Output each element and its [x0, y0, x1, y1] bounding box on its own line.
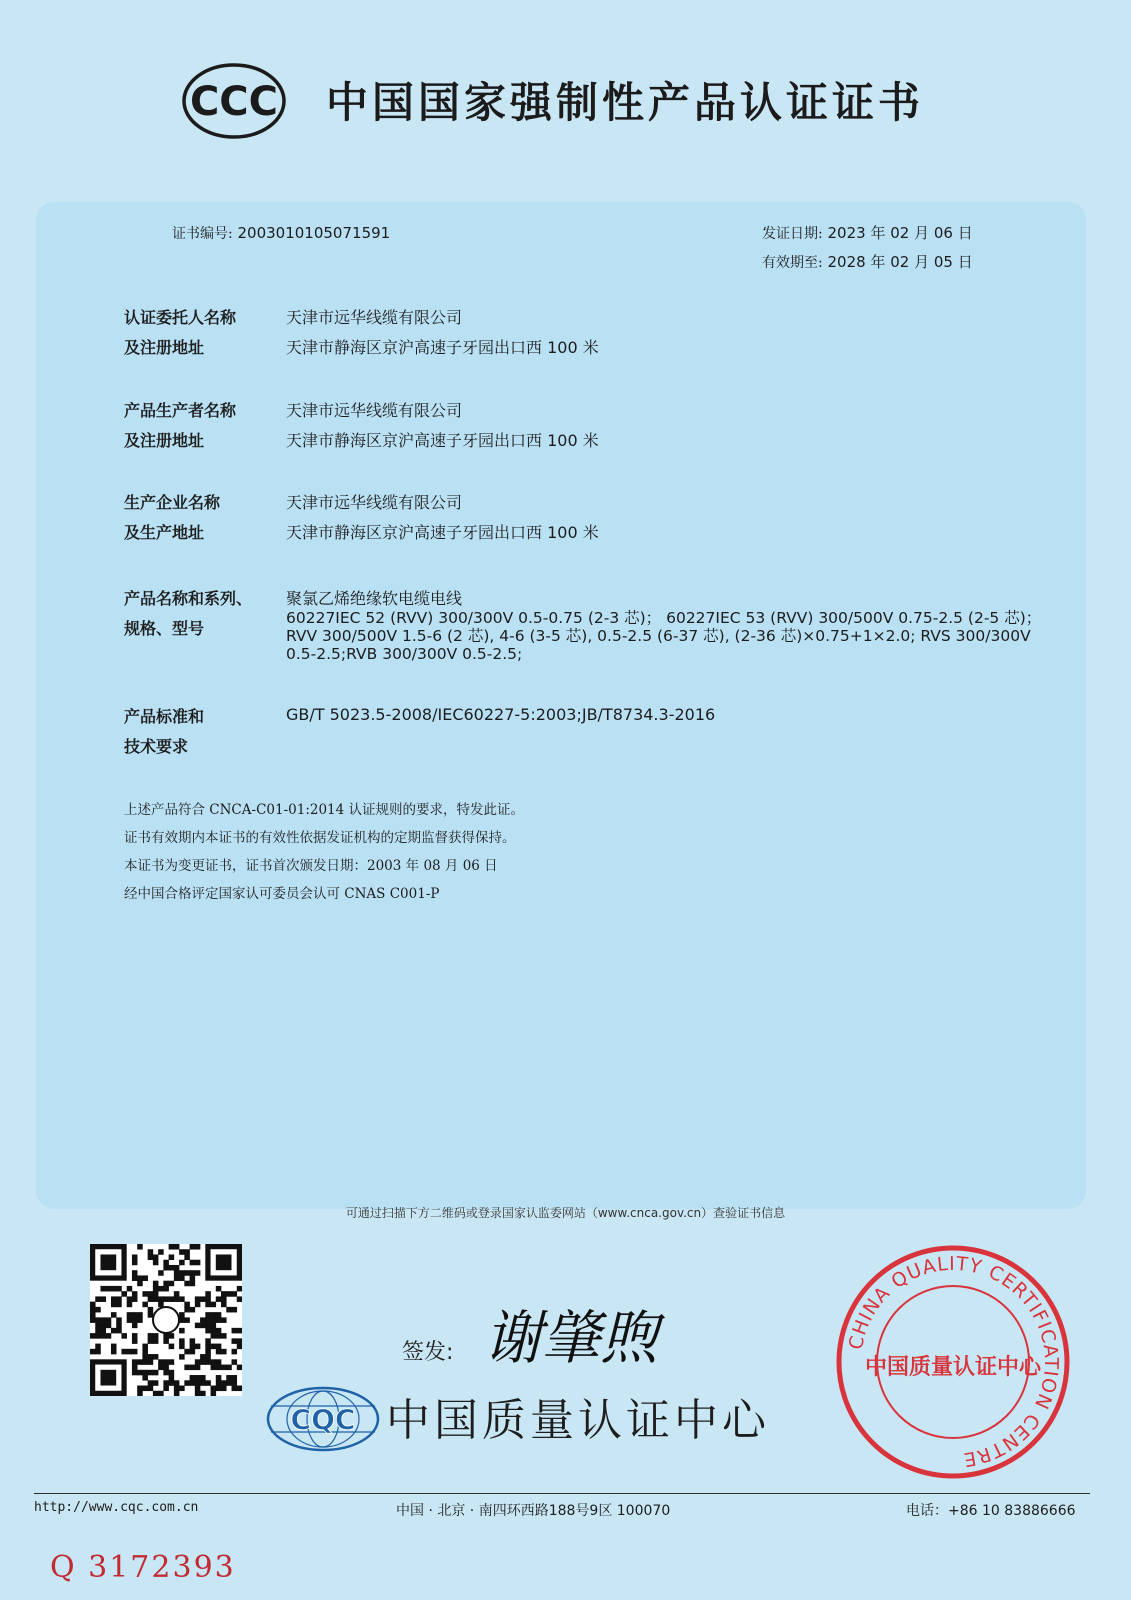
certificate-number-value: 2003010105071591: [237, 224, 391, 242]
product-specifications: 60227IEC 52 (RVV) 300/300V 0.5-0.75 (2-3 芯)； 60227IEC 53 (RVV) 300/500V 0.75-2.5 (2-5 芯)；RVV 300/500V 1.5-6 (2 芯), 4-6 (3-5 芯), 0.5-2.5 (6-37 芯), (2-36 芯)×0.75+1×2.0; RVS 300/300V 0.5-2.5;RVB 300/300V 0.5-2.5;: [286, 609, 1042, 663]
seal-inner-text: 中国质量认证中心: [864, 1354, 1042, 1380]
manufacturer-label: [124, 396, 236, 456]
cqc-logo-text: CQC: [290, 1403, 356, 1436]
note-line: 证书有效期内本证书的有效性依据发证机构的定期监督获得保持。: [124, 830, 516, 846]
manufacturer-address: 天津市静海区京沪高速子牙园出口西 100 米: [286, 431, 599, 450]
applicant-name: 天津市远华线缆有限公司: [286, 308, 463, 327]
standard-value: GB/T 5023.5-2008/IEC60227-5:2003;JB/T8734.3-2016: [286, 705, 716, 724]
applicant-label: [124, 303, 236, 363]
factory-address: 天津市静海区京沪高速子牙园出口西 100 米: [286, 523, 599, 542]
applicant-value: [286, 303, 599, 363]
qr-code[interactable]: [90, 1244, 242, 1396]
product-label-line2: 规格、型号: [124, 619, 205, 638]
footer-phone: 电话：+86 10 83886666: [906, 1503, 1076, 1519]
cqc-logo: [265, 1386, 381, 1452]
standard-label-line1: 产品标准和: [124, 707, 205, 726]
expiry-date-label: 有效期至:: [762, 255, 823, 271]
factory-label-line1: 生产企业名称: [124, 493, 221, 512]
product-name: 聚氯乙烯绝缘软电缆电线: [286, 589, 463, 608]
issue-date-label: 发证日期:: [762, 226, 823, 242]
factory-value: [286, 488, 599, 548]
note-line: 本证书为变更证书，证书首次颁发日期：2003 年 08 月 06 日: [124, 858, 498, 874]
applicant-address: 天津市静海区京沪高速子牙园出口西 100 米: [286, 338, 599, 357]
issue-date: [762, 222, 973, 243]
manufacturer-label-line2: 及注册地址: [124, 431, 205, 450]
factory-name: 天津市远华线缆有限公司: [286, 493, 463, 512]
seal-outer-text: CHINA QUALITY CERTIFICATION CENTRE: [844, 1252, 1063, 1471]
footer-website[interactable]: http://www.cqc.com.cn: [34, 1500, 199, 1515]
product-label: [124, 584, 252, 644]
expiry-date-value: 2028 年 02 月 05 日: [827, 253, 973, 271]
product-label-line1: 产品名称和系列、: [124, 589, 253, 608]
manufacturer-value: [286, 396, 599, 456]
manufacturer-label-line1: 产品生产者名称: [124, 401, 237, 420]
ccc-logo-text: CCC: [189, 79, 279, 125]
factory-label: [124, 488, 220, 548]
standard-label-line2: 技术要求: [124, 737, 189, 756]
certificate-number: [172, 223, 390, 243]
official-seal: [833, 1242, 1073, 1482]
issuer-name: 中国质量认证中心: [386, 1395, 770, 1446]
manufacturer-name: 天津市远华线缆有限公司: [286, 401, 463, 420]
note-line: 经中国合格评定国家认可委员会认可 CNAS C001-P: [124, 886, 440, 902]
verification-hint: 可通过扫描下方二维码或登录国家认监委网站（www.cnca.gov.cn）查验证书信息: [345, 1206, 786, 1220]
applicant-label-line2: 及注册地址: [124, 338, 205, 357]
applicant-label-line1: 认证委托人名称: [124, 308, 237, 327]
notes: [124, 796, 524, 908]
serial-number: Q 3172393: [50, 1550, 236, 1585]
note-line: 上述产品符合 CNCA-C01-01:2014 认证规则的要求，特发此证。: [124, 802, 525, 818]
certificate-title: 中国国家强制性产品认证证书: [326, 78, 925, 127]
signature-text: 谢肇煦: [484, 1304, 659, 1372]
sign-label: 签发:: [402, 1340, 454, 1365]
factory-label-line2: 及生产地址: [124, 523, 205, 542]
ccc-logo: [181, 62, 287, 140]
footer-divider: [34, 1493, 1090, 1494]
footer-address: 中国 · 北京 · 南四环西路188号9区 100070: [396, 1503, 671, 1519]
signature-image: [480, 1296, 710, 1376]
issue-date-value: 2023 年 02 月 06 日: [827, 224, 973, 242]
expiry-date: [762, 251, 973, 272]
certificate-number-label: 证书编号:: [172, 226, 233, 242]
standard-label: [124, 702, 204, 762]
